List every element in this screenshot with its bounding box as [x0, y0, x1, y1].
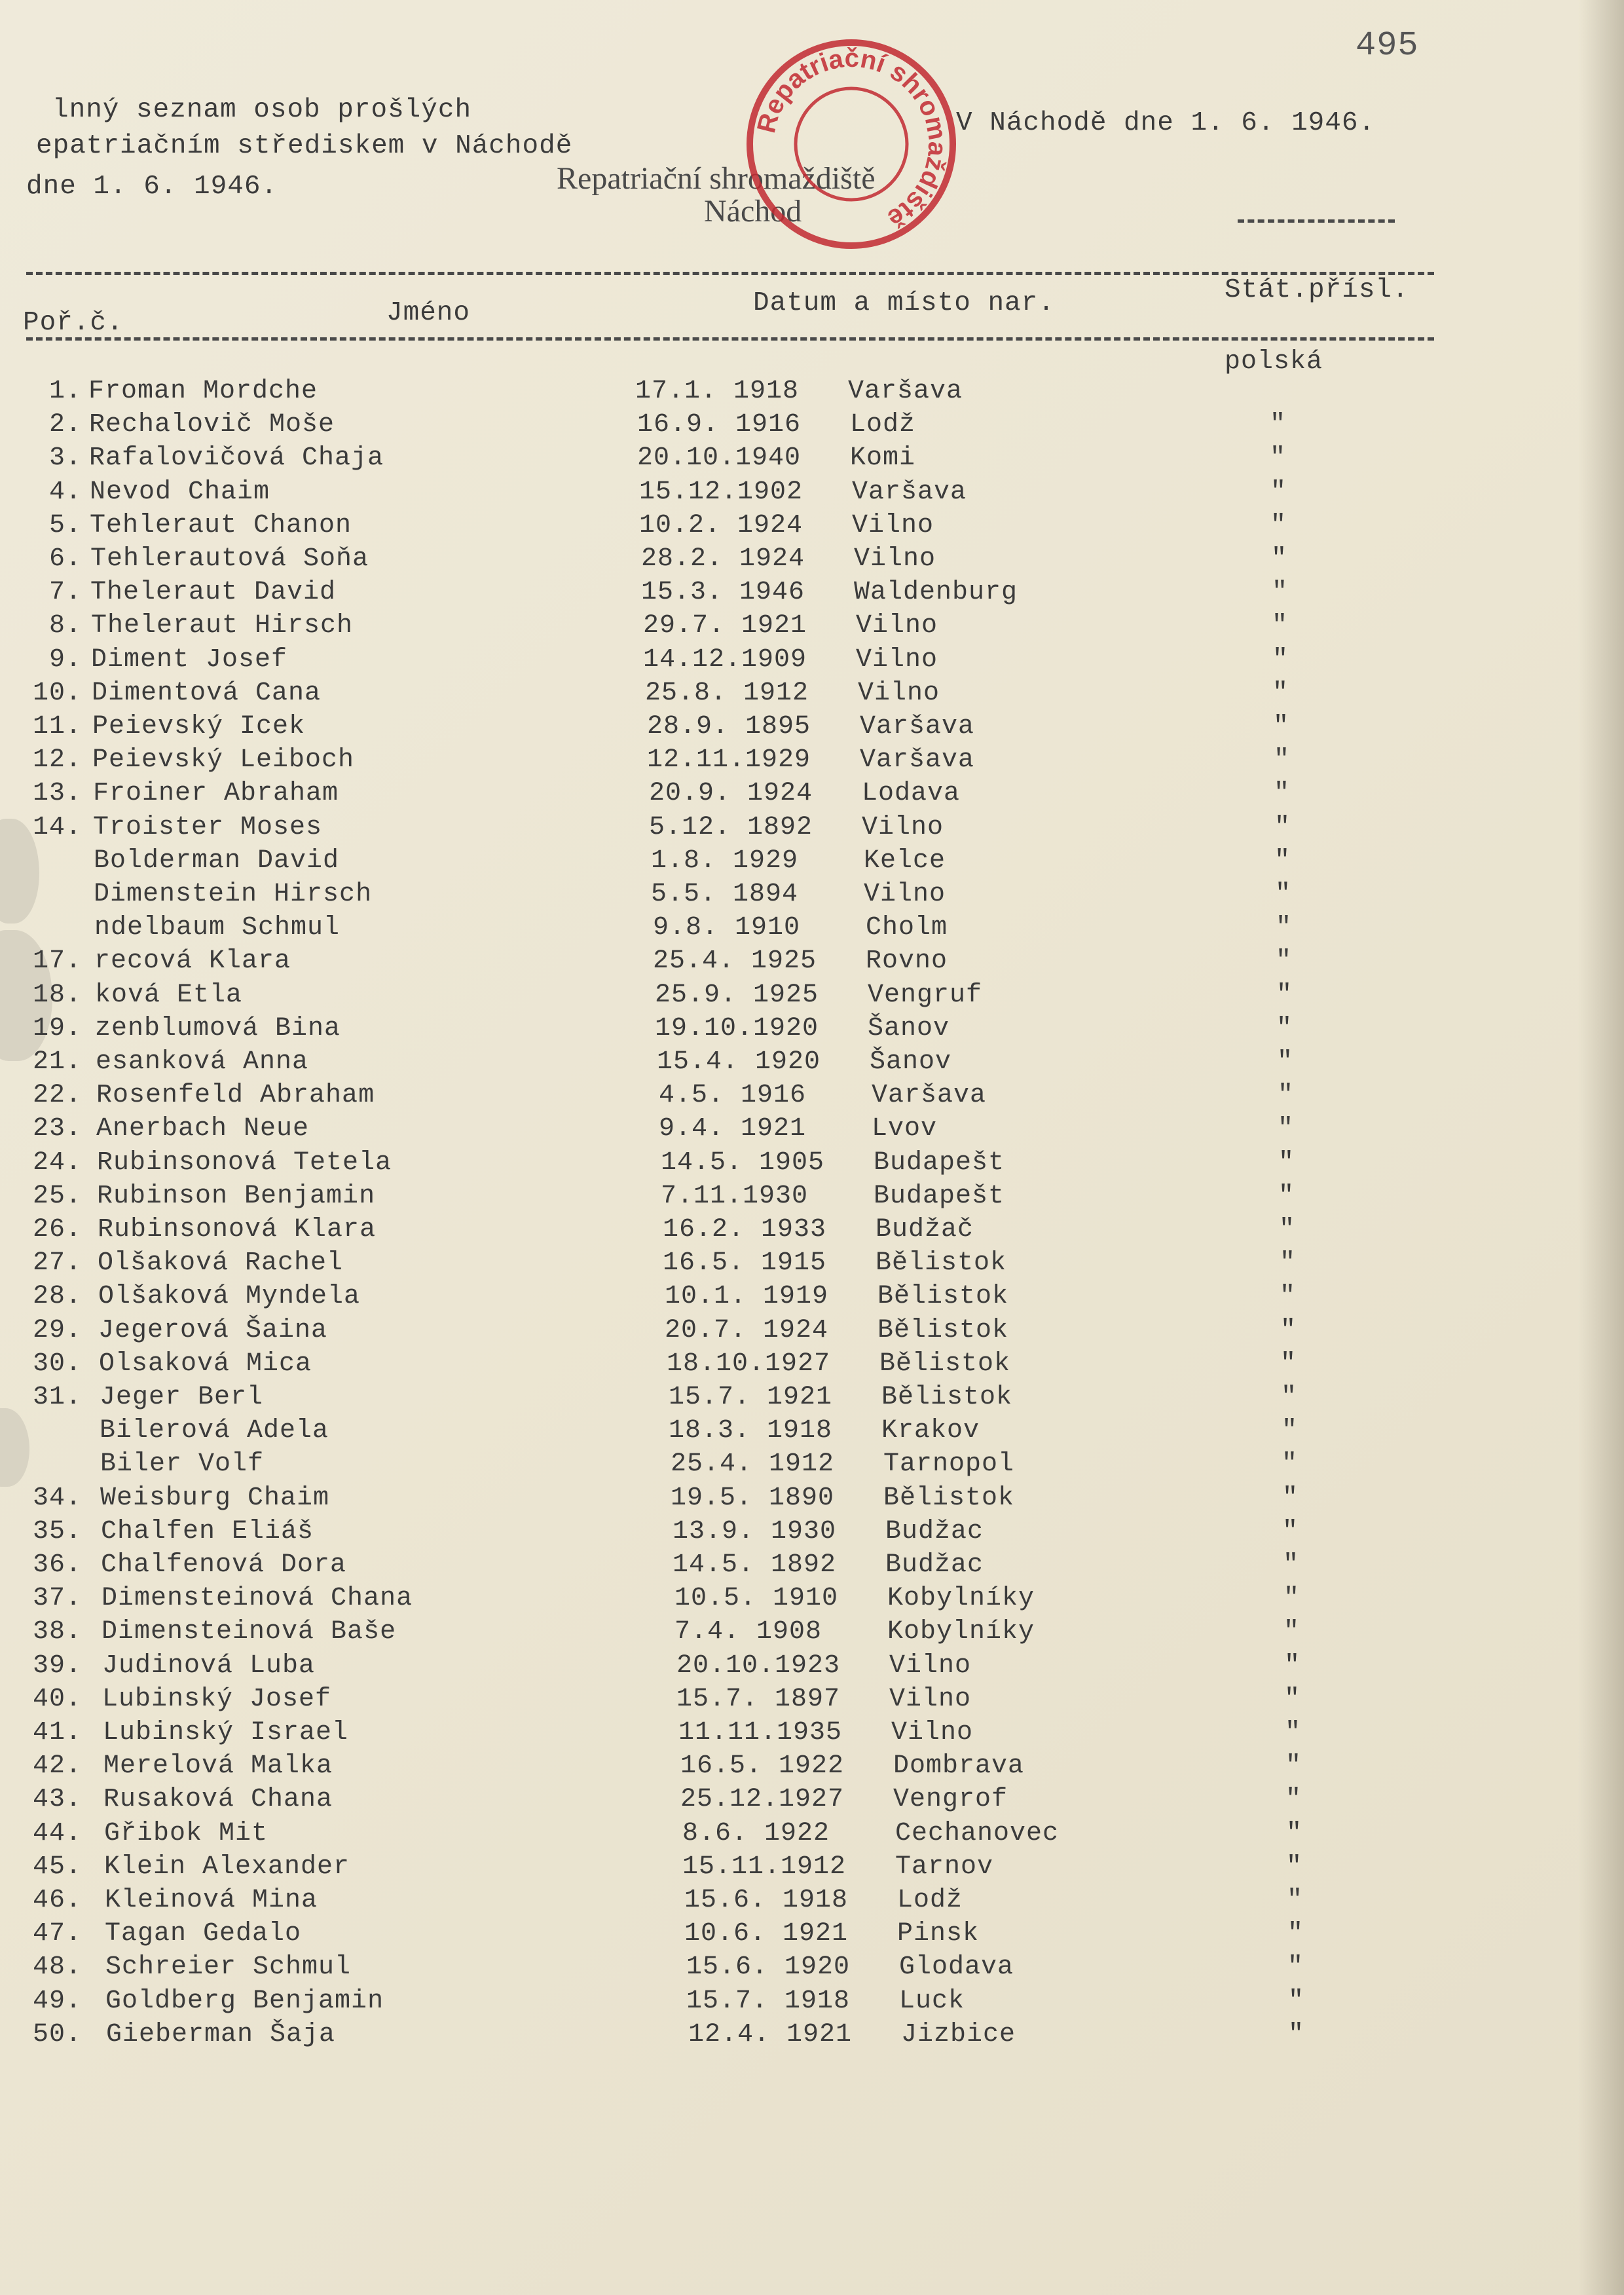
round-red-stamp [747, 39, 956, 249]
column-header-name: Jméno [386, 298, 471, 328]
person-birth-date: 28.9. 1895 [647, 712, 811, 741]
person-name: Goldberg Benjamin [105, 1987, 384, 2016]
person-number: 41. [32, 1718, 82, 1747]
person-birth-place: Cholm [866, 913, 948, 942]
stamp-ring-svg [747, 39, 956, 249]
person-name: Troister Moses [93, 813, 323, 842]
person-birth-date: 29.7. 1921 [643, 611, 807, 641]
person-birth-place: Vilno [852, 511, 934, 540]
person-name: Bilerová Adela [100, 1416, 329, 1446]
person-number: 2. [48, 410, 82, 439]
person-birth-date: 4.5. 1916 [659, 1081, 807, 1110]
person-birth-date: 9.4. 1921 [659, 1114, 807, 1144]
person-number: 44. [32, 1819, 82, 1848]
person-birth-date: 20.10.1923 [676, 1651, 841, 1681]
citizenship-ditto-mark: " [1288, 1987, 1305, 2016]
title-line-3: dne 1. 6. 1946. [26, 172, 278, 202]
person-name: Anerbach Neue [96, 1114, 310, 1144]
person-name: Kleinová Mina [105, 1886, 318, 1915]
person-number: 5. [48, 511, 82, 540]
person-birth-date: 11.11.1935 [678, 1718, 843, 1747]
person-birth-place: Varšava [852, 477, 967, 507]
citizenship-ditto-mark: " [1272, 611, 1289, 641]
person-birth-date: 19.5. 1890 [671, 1483, 835, 1513]
person-name: Rusaková Chana [103, 1785, 333, 1814]
person-number: 17. [32, 946, 82, 976]
person-name: Tehleraut Chanon [90, 511, 352, 540]
person-birth-date: 16.5. 1922 [680, 1751, 845, 1781]
person-birth-place: Krakov [881, 1416, 980, 1446]
person-birth-place: Dombrava [893, 1751, 1025, 1781]
person-number: 34. [32, 1483, 82, 1513]
person-name: Rechalovič Moše [89, 410, 335, 439]
person-number: 37. [32, 1584, 82, 1613]
citizenship-ditto-mark: " [1285, 1751, 1302, 1781]
citizenship-ditto-mark: " [1280, 1282, 1297, 1311]
citizenship-ditto-mark: " [1280, 1316, 1297, 1345]
title-line-1: lnný seznam osob prošlých [52, 95, 472, 125]
stamp-print-line-1: Repatriační shromaždiště [557, 161, 876, 196]
person-name: Jegerová Šaina [98, 1316, 328, 1345]
person-number: 28. [32, 1282, 82, 1311]
upper-dashed-rule-right [1238, 219, 1395, 223]
person-number: 6. [48, 544, 82, 574]
person-birth-date: 15.11.1912 [682, 1852, 847, 1882]
citizenship-ditto-mark: " [1280, 1248, 1297, 1278]
person-birth-place: Bělistok [877, 1282, 1009, 1311]
citizenship-ditto-mark: " [1270, 443, 1287, 473]
person-birth-date: 8.6. 1922 [682, 1819, 830, 1848]
person-birth-place: Lodž [850, 410, 916, 439]
citizenship-ditto-mark: " [1279, 1215, 1296, 1244]
citizenship-ditto-mark: " [1282, 1517, 1299, 1546]
stamp-ring-text: Repatriační shromaždiště [752, 43, 952, 234]
citizenship-ditto-mark: " [1282, 1449, 1299, 1479]
person-birth-date: 9.8. 1910 [653, 913, 801, 942]
person-birth-place: Komi [850, 443, 916, 473]
person-birth-date: 10.2. 1924 [639, 511, 803, 540]
citizenship-ditto-mark: " [1272, 578, 1289, 607]
person-birth-place: Vilno [891, 1718, 974, 1747]
person-birth-place: Cechanovec [895, 1819, 1060, 1848]
citizenship-ditto-mark: " [1282, 1483, 1299, 1513]
person-birth-date: 25.4. 1912 [671, 1449, 835, 1479]
person-birth-date: 10.5. 1910 [674, 1584, 839, 1613]
citizenship-ditto-mark: " [1286, 1819, 1303, 1848]
person-birth-place: Varšava [860, 745, 975, 775]
person-birth-date: 12.4. 1921 [688, 2020, 853, 2049]
citizenship-ditto-mark: " [1274, 813, 1291, 842]
person-birth-place: Budapešt [874, 1182, 1005, 1211]
person-birth-place: Vilno [864, 880, 946, 909]
person-name: Biler Volf [100, 1449, 265, 1479]
person-birth-place: Bělistok [879, 1349, 1011, 1379]
person-name: Froiner Abraham [93, 779, 339, 808]
person-number: 39. [32, 1651, 82, 1681]
citizenship-ditto-mark: " [1278, 1114, 1295, 1144]
person-number: 36. [32, 1550, 82, 1580]
citizenship-ditto-mark: " [1285, 1785, 1302, 1814]
person-name: Tagan Gedalo [105, 1919, 302, 1949]
person-name: esanková Anna [96, 1047, 309, 1077]
person-birth-date: 15.3. 1946 [641, 578, 805, 607]
person-number: 21. [32, 1047, 82, 1077]
person-birth-date: 16.5. 1915 [663, 1248, 827, 1278]
person-name: Chalfen Eliáš [101, 1517, 314, 1546]
person-name: Klein Alexander [104, 1852, 350, 1882]
person-number: 47. [32, 1919, 82, 1949]
person-number: 29. [32, 1316, 82, 1345]
person-birth-place: Bělistok [883, 1483, 1015, 1513]
person-number: 12. [32, 745, 82, 775]
citizenship-ditto-mark: " [1283, 1550, 1300, 1580]
citizenship-ditto-mark: " [1276, 980, 1293, 1010]
person-birth-date: 25.9. 1925 [655, 980, 819, 1010]
person-birth-place: Lvov [872, 1114, 938, 1144]
citizenship-ditto-mark: " [1274, 846, 1291, 876]
person-birth-date: 20.7. 1924 [665, 1316, 829, 1345]
person-number: 23. [32, 1114, 82, 1144]
person-number: 18. [32, 980, 82, 1010]
person-birth-place: Luck [899, 1987, 965, 2016]
person-name: Lubinský Josef [102, 1685, 332, 1714]
citizenship-ditto-mark: " [1280, 1349, 1297, 1379]
person-name: Lubinský Israel [103, 1718, 349, 1747]
title-line-2: epatriačním střediskem v Náchodě [36, 131, 573, 161]
citizenship-ditto-mark: " [1277, 1047, 1294, 1077]
person-birth-date: 12.11.1929 [647, 745, 811, 775]
person-name: zenblumová Bina [95, 1014, 341, 1043]
person-name: Dimenstein Hirsch [94, 880, 373, 909]
person-name: Olšaková Myndela [98, 1282, 361, 1311]
citizenship-ditto-mark: " [1270, 477, 1287, 507]
torn-edge-3 [0, 1408, 29, 1487]
citizenship-ditto-mark: " [1276, 913, 1293, 942]
column-header-citizenship: Stát.přísl. [1225, 275, 1409, 305]
person-number: 19. [32, 1014, 82, 1043]
person-number: 8. [48, 611, 82, 641]
person-name: Merelová Malka [103, 1751, 333, 1781]
person-name: Peievský Leiboch [92, 745, 355, 775]
citizenship-ditto-mark: " [1278, 1148, 1295, 1178]
person-birth-date: 15.7. 1918 [686, 1987, 851, 2016]
person-name: Olsaková Mica [99, 1349, 312, 1379]
citizenship-ditto-mark: " [1287, 1886, 1304, 1915]
citizenship-ditto-mark: " [1274, 779, 1291, 808]
person-name: recová Klara [94, 946, 291, 976]
citizenship-ditto-mark: " [1285, 1718, 1302, 1747]
citizenship-ditto-mark: " [1278, 1081, 1295, 1110]
citizenship-ditto-mark: " [1284, 1651, 1301, 1681]
person-birth-place: Vilno [856, 611, 938, 641]
citizenship-ditto-mark: " [1272, 679, 1289, 708]
person-birth-date: 15.7. 1897 [676, 1685, 841, 1714]
person-number: 25. [32, 1182, 82, 1211]
person-birth-place: Vilno [858, 679, 940, 708]
person-birth-place: Šanov [868, 1014, 950, 1043]
person-number: 31. [32, 1383, 82, 1412]
citizenship-ditto-mark: " [1284, 1685, 1301, 1714]
column-header-birth: Datum a místo nar. [753, 288, 1055, 318]
citizenship-first: polská [1225, 347, 1323, 377]
person-birth-place: Vengrof [893, 1785, 1008, 1814]
person-number: 50. [32, 2020, 82, 2049]
person-birth-place: Budžač [876, 1215, 974, 1244]
citizenship-ditto-mark: " [1287, 1952, 1304, 1982]
person-birth-date: 10.1. 1919 [665, 1282, 829, 1311]
person-birth-date: 7.11.1930 [661, 1182, 809, 1211]
citizenship-ditto-mark: " [1288, 2020, 1305, 2049]
person-name: Theleraut Hirsch [91, 611, 354, 641]
person-number: 30. [32, 1349, 82, 1379]
person-name: Peievský Icek [92, 712, 306, 741]
person-birth-place: Lodava [862, 779, 961, 808]
person-birth-date: 15.7. 1921 [669, 1383, 833, 1412]
person-number: 27. [32, 1248, 82, 1278]
person-birth-date: 13.9. 1930 [673, 1517, 837, 1546]
citizenship-ditto-mark: " [1283, 1584, 1301, 1613]
person-name: Rafalovičová Chaja [89, 443, 384, 473]
person-birth-date: 15.4. 1920 [657, 1047, 821, 1077]
person-name: Olšaková Rachel [98, 1248, 344, 1278]
citizenship-ditto-mark: " [1271, 544, 1288, 574]
person-number: 9. [48, 645, 82, 675]
person-birth-place: Bělistok [877, 1316, 1009, 1345]
person-number: 3. [48, 443, 82, 473]
person-name: Rosenfeld Abraham [96, 1081, 375, 1110]
person-number: 48. [32, 1952, 82, 1982]
person-birth-date: 5.5. 1894 [651, 880, 799, 909]
person-name: Dimensteinová Chana [101, 1584, 413, 1613]
column-header-number: Poř.č. [23, 308, 124, 338]
person-number: 40. [32, 1685, 82, 1714]
person-name: Froman Mordche [88, 377, 318, 406]
person-name: Rubinsonová Tetela [97, 1148, 392, 1178]
person-name: Bolderman David [94, 846, 340, 876]
person-birth-place: Vilno [856, 645, 938, 675]
person-birth-date: 16.2. 1933 [663, 1215, 827, 1244]
person-birth-place: Lodž [897, 1886, 963, 1915]
citizenship-ditto-mark: " [1283, 1617, 1301, 1647]
person-number: 24. [32, 1148, 82, 1178]
person-name: ková Etla [95, 980, 243, 1010]
citizenship-ditto-mark: " [1286, 1852, 1303, 1882]
person-birth-date: 1.8. 1929 [651, 846, 799, 876]
person-birth-date: 28.2. 1924 [641, 544, 805, 574]
person-number: 43. [32, 1785, 82, 1814]
person-birth-date: 7.4. 1908 [674, 1617, 822, 1647]
person-name: ndelbaum Schmul [94, 913, 341, 942]
citizenship-ditto-mark: " [1275, 880, 1292, 909]
citizenship-ditto-mark: " [1278, 1182, 1295, 1211]
location-date: V Náchodě dne 1. 6. 1946. [956, 108, 1376, 138]
person-birth-date: 20.9. 1924 [649, 779, 813, 808]
stamp-print-line-2: Náchod [704, 194, 802, 229]
person-birth-date: 25.4. 1925 [653, 946, 817, 976]
citizenship-ditto-mark: " [1274, 745, 1291, 775]
person-birth-place: Jizbice [901, 2020, 1016, 2049]
citizenship-ditto-mark: " [1270, 511, 1287, 540]
person-birth-place: Kelce [864, 846, 946, 876]
person-birth-place: Bělistok [876, 1248, 1007, 1278]
person-birth-place: Tarnov [895, 1852, 994, 1882]
person-birth-place: Glodava [899, 1952, 1014, 1982]
person-name: Gieberman Šaja [106, 2020, 336, 2049]
person-birth-date: 5.12. 1892 [649, 813, 813, 842]
person-birth-date: 25.12.1927 [680, 1785, 845, 1814]
person-birth-place: Budžac [885, 1550, 984, 1580]
person-birth-date: 18.10.1927 [667, 1349, 831, 1379]
person-birth-place: Bělistok [881, 1383, 1013, 1412]
citizenship-ditto-mark: " [1276, 946, 1293, 976]
person-birth-place: Vilno [889, 1651, 972, 1681]
person-number: 4. [48, 477, 82, 507]
person-number: 22. [32, 1081, 82, 1110]
header-bottom-rule [26, 337, 1434, 341]
person-birth-date: 15.12.1902 [639, 477, 803, 507]
person-number: 10. [32, 679, 82, 708]
person-birth-place: Budžac [885, 1517, 984, 1546]
person-number: 49. [32, 1987, 82, 2016]
person-number: 1. [48, 377, 82, 406]
person-birth-date: 17.1. 1918 [635, 377, 800, 406]
person-birth-date: 20.10.1940 [637, 443, 802, 473]
person-birth-date: 15.6. 1920 [686, 1952, 851, 1982]
person-birth-date: 16.9. 1916 [637, 410, 802, 439]
person-birth-date: 25.8. 1912 [645, 679, 809, 708]
citizenship-ditto-mark: " [1273, 712, 1290, 741]
person-birth-place: Varšava [872, 1081, 987, 1110]
citizenship-ditto-mark: " [1276, 1014, 1293, 1043]
page-number: 495 [1356, 26, 1419, 65]
person-birth-place: Rovno [866, 946, 948, 976]
person-name: Rubinsonová Klara [98, 1215, 377, 1244]
person-birth-date: 14.12.1909 [643, 645, 807, 675]
person-name: Rubinson Benjamin [97, 1182, 376, 1211]
person-number: 42. [32, 1751, 82, 1781]
header-top-rule [26, 272, 1434, 275]
person-birth-date: 18.3. 1918 [669, 1416, 833, 1446]
person-birth-place: Varšava [848, 377, 963, 406]
person-birth-place: Vilno [862, 813, 944, 842]
person-number: 11. [32, 712, 82, 741]
person-number: 46. [32, 1886, 82, 1915]
citizenship-ditto-mark: " [1270, 410, 1287, 439]
citizenship-ditto-mark: " [1287, 1919, 1304, 1949]
person-birth-place: Tarnopol [883, 1449, 1015, 1479]
person-birth-place: Vengruf [868, 980, 983, 1010]
person-birth-date: 10.6. 1921 [684, 1919, 849, 1949]
person-number: 7. [48, 578, 82, 607]
person-number: 45. [32, 1852, 82, 1882]
person-birth-place: Kobylníky [887, 1584, 1035, 1613]
person-number: 26. [32, 1215, 82, 1244]
person-name: Nevod Chaim [90, 477, 270, 507]
person-birth-place: Kobylníky [887, 1617, 1035, 1647]
citizenship-ditto-mark: " [1282, 1416, 1299, 1446]
person-birth-date: 14.5. 1905 [661, 1148, 825, 1178]
page-edge-shadow [1578, 0, 1624, 2295]
citizenship-ditto-mark: " [1281, 1383, 1298, 1412]
person-name: Tehlerautová Soňa [90, 544, 369, 574]
person-name: Theleraut David [90, 578, 337, 607]
person-name: Dimensteinová Baše [101, 1617, 397, 1647]
citizenship-ditto-mark: " [1272, 645, 1289, 675]
person-name: Dimentová Cana [92, 679, 322, 708]
person-birth-place: Varšava [860, 712, 975, 741]
person-birth-place: Waldenburg [854, 578, 1018, 607]
person-birth-place: Šanov [870, 1047, 952, 1077]
person-name: Chalfenová Dora [101, 1550, 347, 1580]
person-name: Jeger Berl [100, 1383, 264, 1412]
person-birth-place: Vilno [854, 544, 936, 574]
person-birth-date: 14.5. 1892 [673, 1550, 837, 1580]
person-name: Judinová Luba [102, 1651, 316, 1681]
person-name: Schreier Schmul [105, 1952, 352, 1982]
person-name: Weisburg Chaim [100, 1483, 330, 1513]
person-birth-place: Vilno [889, 1685, 972, 1714]
person-birth-date: 15.6. 1918 [684, 1886, 849, 1915]
person-name: Diment Josef [91, 645, 288, 675]
person-number: 13. [32, 779, 82, 808]
person-number: 14. [32, 813, 82, 842]
person-birth-date: 19.10.1920 [655, 1014, 819, 1043]
person-name: Gřibok Mit [104, 1819, 268, 1848]
person-birth-place: Pinsk [897, 1919, 980, 1949]
person-number: 35. [32, 1517, 82, 1546]
person-number: 38. [32, 1617, 82, 1647]
person-birth-place: Budapešt [874, 1148, 1005, 1178]
